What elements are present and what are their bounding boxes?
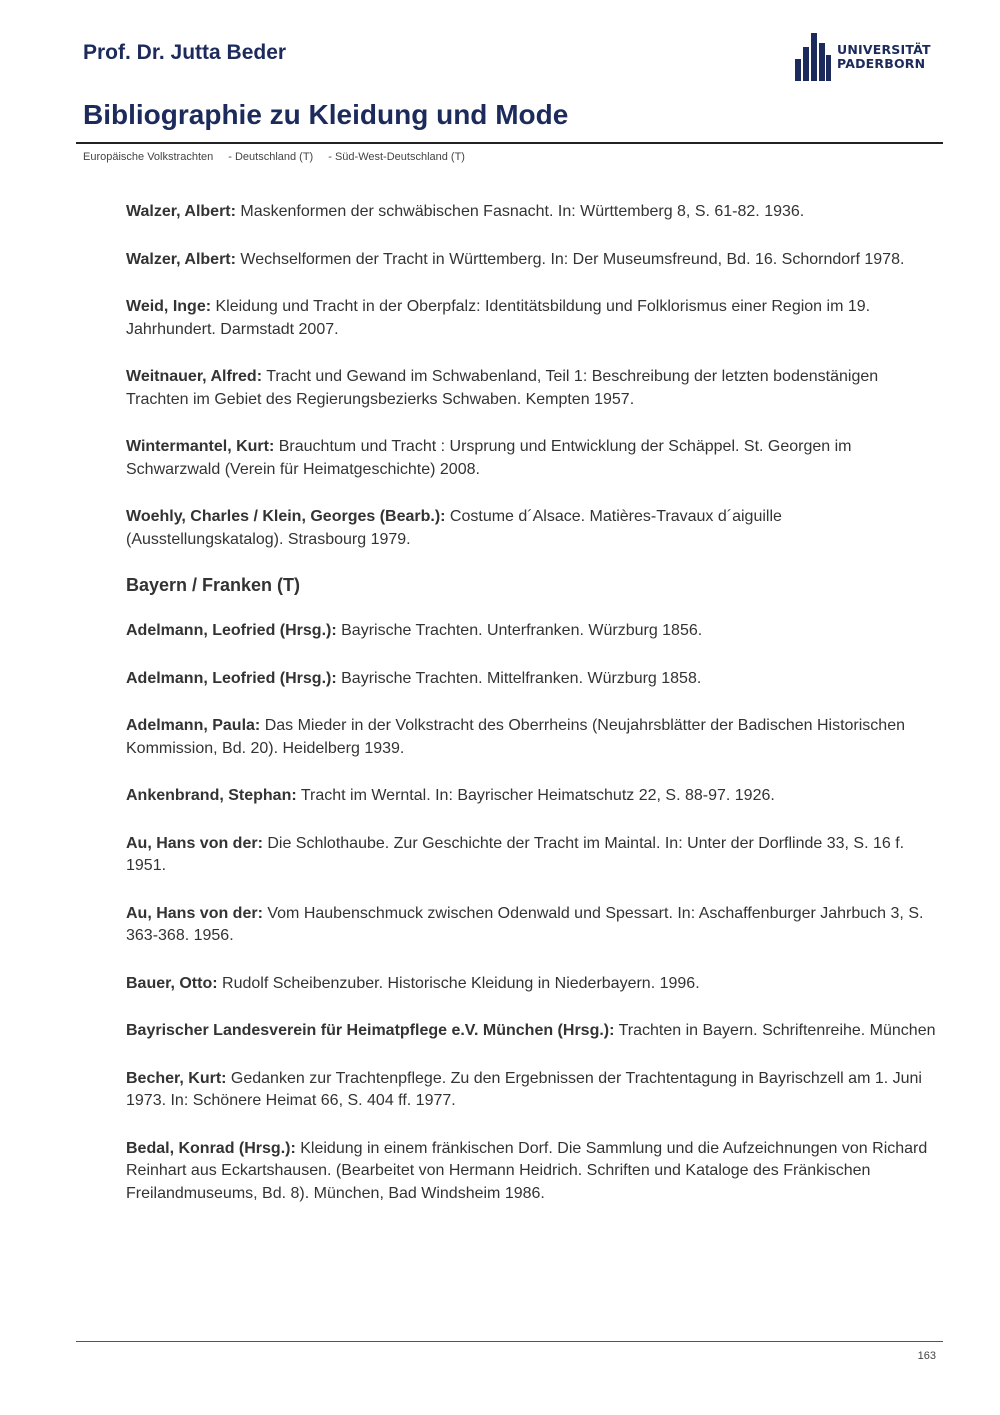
entry-text: Maskenformen der schwäbischen Fasnacht. In: Württemberg 8, S. 61-82. 1936. [235, 203, 805, 220]
logo-line-1: UNIVERSITÄT [837, 42, 931, 57]
bibliography-entry [126, 833, 938, 878]
entry-author: Walzer, Albert: [126, 250, 236, 268]
entry-author: Au, Hans von der: [126, 834, 263, 852]
entry-text: Costume d´Alsace. Matières-Travaux d´aiguille (Ausstellungskatalog). Strasbourg 1979. [126, 508, 782, 548]
author-name: Prof. Dr. Jutta Beder [83, 41, 287, 64]
university-logo [795, 32, 935, 82]
entry-author: Wintermantel, Kurt: [126, 438, 275, 455]
entry-text: Vom Haubenschmuck zwischen Odenwald und Spessart. In: Aschaffenburger Jahrbuch 3, S. 363-368. 1956. [126, 904, 924, 944]
logo-line-2: PADERBORN [837, 56, 926, 71]
entry-author: Becher, Kurt: [126, 1069, 227, 1087]
page-number: 163 [917, 1350, 936, 1362]
bibliography-entry [126, 436, 938, 481]
breadcrumb-item: Europäische Volkstrachten [83, 151, 214, 163]
entry-text: Bayrische Trachten. Unterfranken. Würzburg 1856. [336, 622, 703, 639]
entry-author: Weitnauer, Alfred: [126, 368, 263, 385]
entry-text: Kleidung in einem fränkischen Dorf. Die Sammlung und die Aufzeichnungen von Richard Reinhart aus Eckartshausen. (Bearbeitet von Hermann Heidrich. Schriften und Kataloge des Fränkischen Freilandmuseums, Bd. 8). München, Bad Windsheim 1986. [126, 1139, 928, 1202]
bibliography-entry [126, 668, 938, 691]
entry-text: Wechselformen der Tracht in Württemberg. In: Der Museumsfreund, Bd. 16. Schorndorf 1978. [235, 250, 905, 268]
entry-author: Adelmann, Leofried (Hrsg.): [126, 669, 337, 687]
bibliography-entry [126, 1068, 938, 1113]
entry-author: Adelmann, Leofried (Hrsg.): [126, 622, 337, 639]
entry-author: Bayrischer Landesverein für Heimatpflege e.V. München (Hrsg.): [126, 1022, 615, 1039]
entry-text: Brauchtum und Tracht : Ursprung und Entwicklung der Schäppel. St. Georgen im Schwarzwald (Verein für Heimatgeschichte) 2008. [126, 438, 852, 478]
entry-text: Die Schlothaube. Zur Geschichte der Tracht im Maintal. In: Unter der Dorflinde 33, S. 16 f. 1951. [126, 834, 905, 874]
entry-text: Rudolf Scheibenzuber. Historische Kleidung in Niederbayern. 1996. [217, 974, 700, 992]
entry-text: Tracht im Werntal. In: Bayrischer Heimatschutz 22, S. 88-97. 1926. [296, 787, 775, 804]
entry-author: Adelmann, Paula: [126, 717, 261, 734]
footer-divider [76, 1341, 943, 1342]
entry-author: Bauer, Otto: [126, 974, 218, 992]
bibliography-entry [126, 1138, 938, 1206]
entry-text: Bayrische Trachten. Mittelfranken. Würzburg 1858. [336, 669, 702, 687]
breadcrumb-item: - Süd-West-Deutschland (T) [328, 151, 465, 163]
entry-author: Au, Hans von der: [126, 904, 263, 922]
bibliography-entry [126, 296, 938, 341]
bibliography-entry [126, 785, 938, 808]
entry-text: Tracht und Gewand im Schwabenland, Teil 1: Beschreibung der letzten bodenstänigen Trachten im Gebiet des Regierungsbezierks Schwaben. Kempten 1957. [126, 368, 879, 408]
entry-author: Weid, Inge: [126, 298, 212, 315]
header-divider [76, 142, 943, 144]
bibliography-entry [126, 715, 938, 760]
bibliography-list [126, 201, 938, 1230]
bibliography-entry [126, 249, 938, 272]
bibliography-entry [126, 366, 938, 411]
entry-text: Das Mieder in der Volkstracht des Oberrheins (Neujahrsblätter der Badischen Historischen Kommission, Bd. 20). Heidelberg 1939. [126, 717, 905, 757]
bibliography-entry [126, 201, 938, 224]
bibliography-entry [126, 1020, 938, 1043]
entry-author: Bedal, Konrad (Hrsg.): [126, 1139, 296, 1157]
entry-author: Walzer, Albert: [126, 203, 236, 220]
logo-wordmark [837, 43, 931, 71]
breadcrumb-item: - Deutschland (T) [228, 151, 314, 163]
section-heading: Bayern / Franken (T) [126, 575, 301, 595]
bibliography-entry [126, 973, 938, 996]
entry-text: Trachten in Bayern. Schriftenreihe. München [614, 1022, 936, 1039]
entry-text: Gedanken zur Trachtenpflege. Zu den Ergebnissen der Trachtentagung in Bayrischzell am 1. Juni 1973. In: Schönere Heimat 66, S. 404 ff. 1977. [126, 1069, 922, 1109]
bibliography-entry [126, 620, 938, 643]
university-logo-icon [795, 33, 831, 81]
bibliography-entry [126, 506, 938, 551]
bibliography-entry [126, 903, 938, 948]
entry-text: Kleidung und Tracht in der Oberpfalz: Identitätsbildung und Folklorismus einer Region im 19. Jahrhundert. Darmstadt 2007. [126, 298, 871, 338]
entry-author: Woehly, Charles / Klein, Georges (Bearb.): [126, 508, 446, 525]
breadcrumb [83, 151, 480, 163]
entry-author: Ankenbrand, Stephan: [126, 787, 297, 804]
document-title: Bibliographie zu Kleidung und Mode [83, 99, 569, 130]
